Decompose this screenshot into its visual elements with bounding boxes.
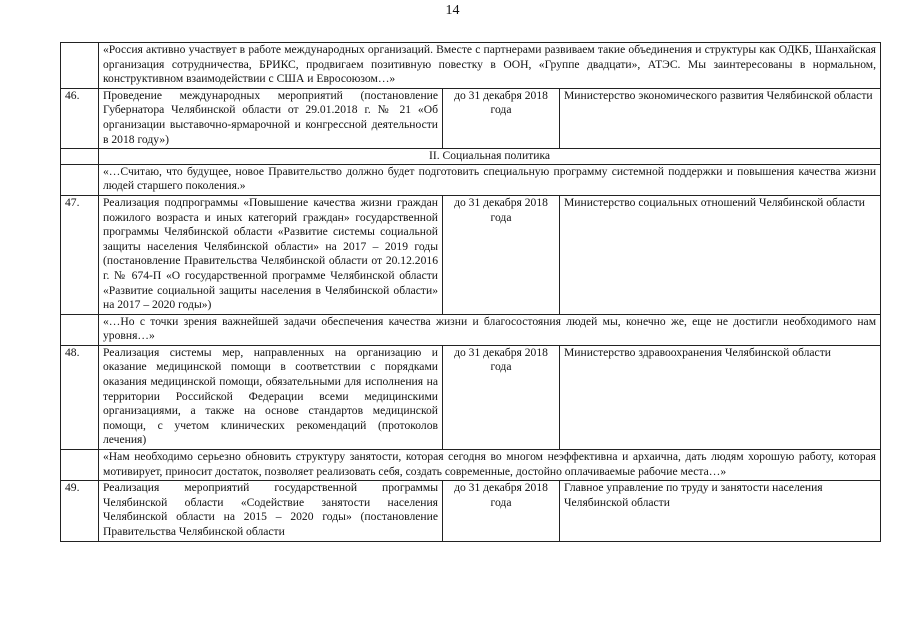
empty-number-cell	[61, 450, 99, 481]
row-number: 48.	[61, 345, 99, 449]
table-row-46	[61, 88, 881, 148]
quote-row	[61, 164, 881, 195]
measure-cell: Проведение международных мероприятий (постановление Губернатора Челябинской области от 29.01.2018 г. № 21 «Об организации выставочно-ярмарочной и конгрессной деятельности в 2018 году»)	[99, 88, 443, 148]
responsible-cell: Министерство экономического развития Челябинской области	[560, 88, 881, 148]
empty-number-cell	[61, 43, 99, 89]
section-heading-row	[61, 149, 881, 165]
table-row-48	[61, 345, 881, 449]
responsible-cell: Министерство здравоохранения Челябинской области	[560, 345, 881, 449]
section-title: II. Социальная политика	[99, 149, 881, 165]
quote-row	[61, 314, 881, 345]
deadline-cell: до 31 декабря 2018 года	[443, 88, 560, 148]
deadline-cell: до 31 декабря 2018 года	[443, 481, 560, 541]
row-number: 47.	[61, 195, 99, 314]
empty-number-cell	[61, 164, 99, 195]
page-number: 14	[445, 3, 460, 18]
empty-number-cell	[61, 314, 99, 345]
quote-text: «…Но с точки зрения важнейшей задачи обеспечения качества жизни и благосостояния людей мы, конечно же, еще не достигли необходимого нам уровня…»	[99, 314, 881, 345]
measure-cell: Реализация подпрограммы «Повышение качества жизни граждан пожилого возраста и иных категорий граждан» государственной программы Челябинской области «Развитие системы социальной защиты населения Челябинской области» на 2017 – 2019 годы (постановление Правительства Челябинской области от 20.12.2016 г. № 674-П «О государственной программе Челябинской области «Развитие социальной защиты населения в Челябинской области» на 2017 – 2020 годы»)	[99, 195, 443, 314]
quote-text: «…Считаю, что будущее, новое Правительство должно будет подготовить специальную программу системной поддержки и повышения качества жизни людей старшего поколения.»	[99, 164, 881, 195]
row-number: 49.	[61, 481, 99, 541]
empty-number-cell	[61, 149, 99, 165]
responsible-cell: Министерство социальных отношений Челябинской области	[560, 195, 881, 314]
quote-text: «Россия активно участвует в работе международных организаций. Вместе с партнерами развиваем такие объединения и структуры как ОДКБ, Шанхайская организация сотрудничества, БРИКС, продвигаем позитивную повестку в ООН, «Группе двадцати», АТЭС. Мы заинтересованы в нормальном, конструктивном взаимодействии с США и Евросоюзом…»	[99, 43, 881, 89]
measure-cell: Реализация мероприятий государственной программы Челябинской области «Содействие занятости населения Челябинской области на 2015 – 2020 годы» (постановление Правительства Челябинской области	[99, 481, 443, 541]
measures-table	[60, 42, 881, 542]
deadline-cell: до 31 декабря 2018 года	[443, 195, 560, 314]
quote-row	[61, 450, 881, 481]
row-number: 46.	[61, 88, 99, 148]
quote-row	[61, 43, 881, 89]
quote-text: «Нам необходимо серьезно обновить структуру занятости, которая сегодня во многом неэффективна и архаична, дать людям хорошую работу, которая мотивирует, приносит достаток, позволяет реализовать себя, создать современные, достойно оплачиваемые рабочие места…»	[99, 450, 881, 481]
measure-cell: Реализация системы мер, направленных на организацию и оказание медицинской помощи в соответствии с порядками оказания медицинской помощи, обязательными для исполнения на территории Российской Федерации всеми медицинскими организациями, а также на основе стандартов медицинской помощи, с учетом клинических рекомендаций (протоколов лечения)	[99, 345, 443, 449]
responsible-cell: Главное управление по труду и занятости населения Челябинской области	[560, 481, 881, 541]
table-row-49	[61, 481, 881, 541]
table-row-47	[61, 195, 881, 314]
deadline-cell: до 31 декабря 2018 года	[443, 345, 560, 449]
